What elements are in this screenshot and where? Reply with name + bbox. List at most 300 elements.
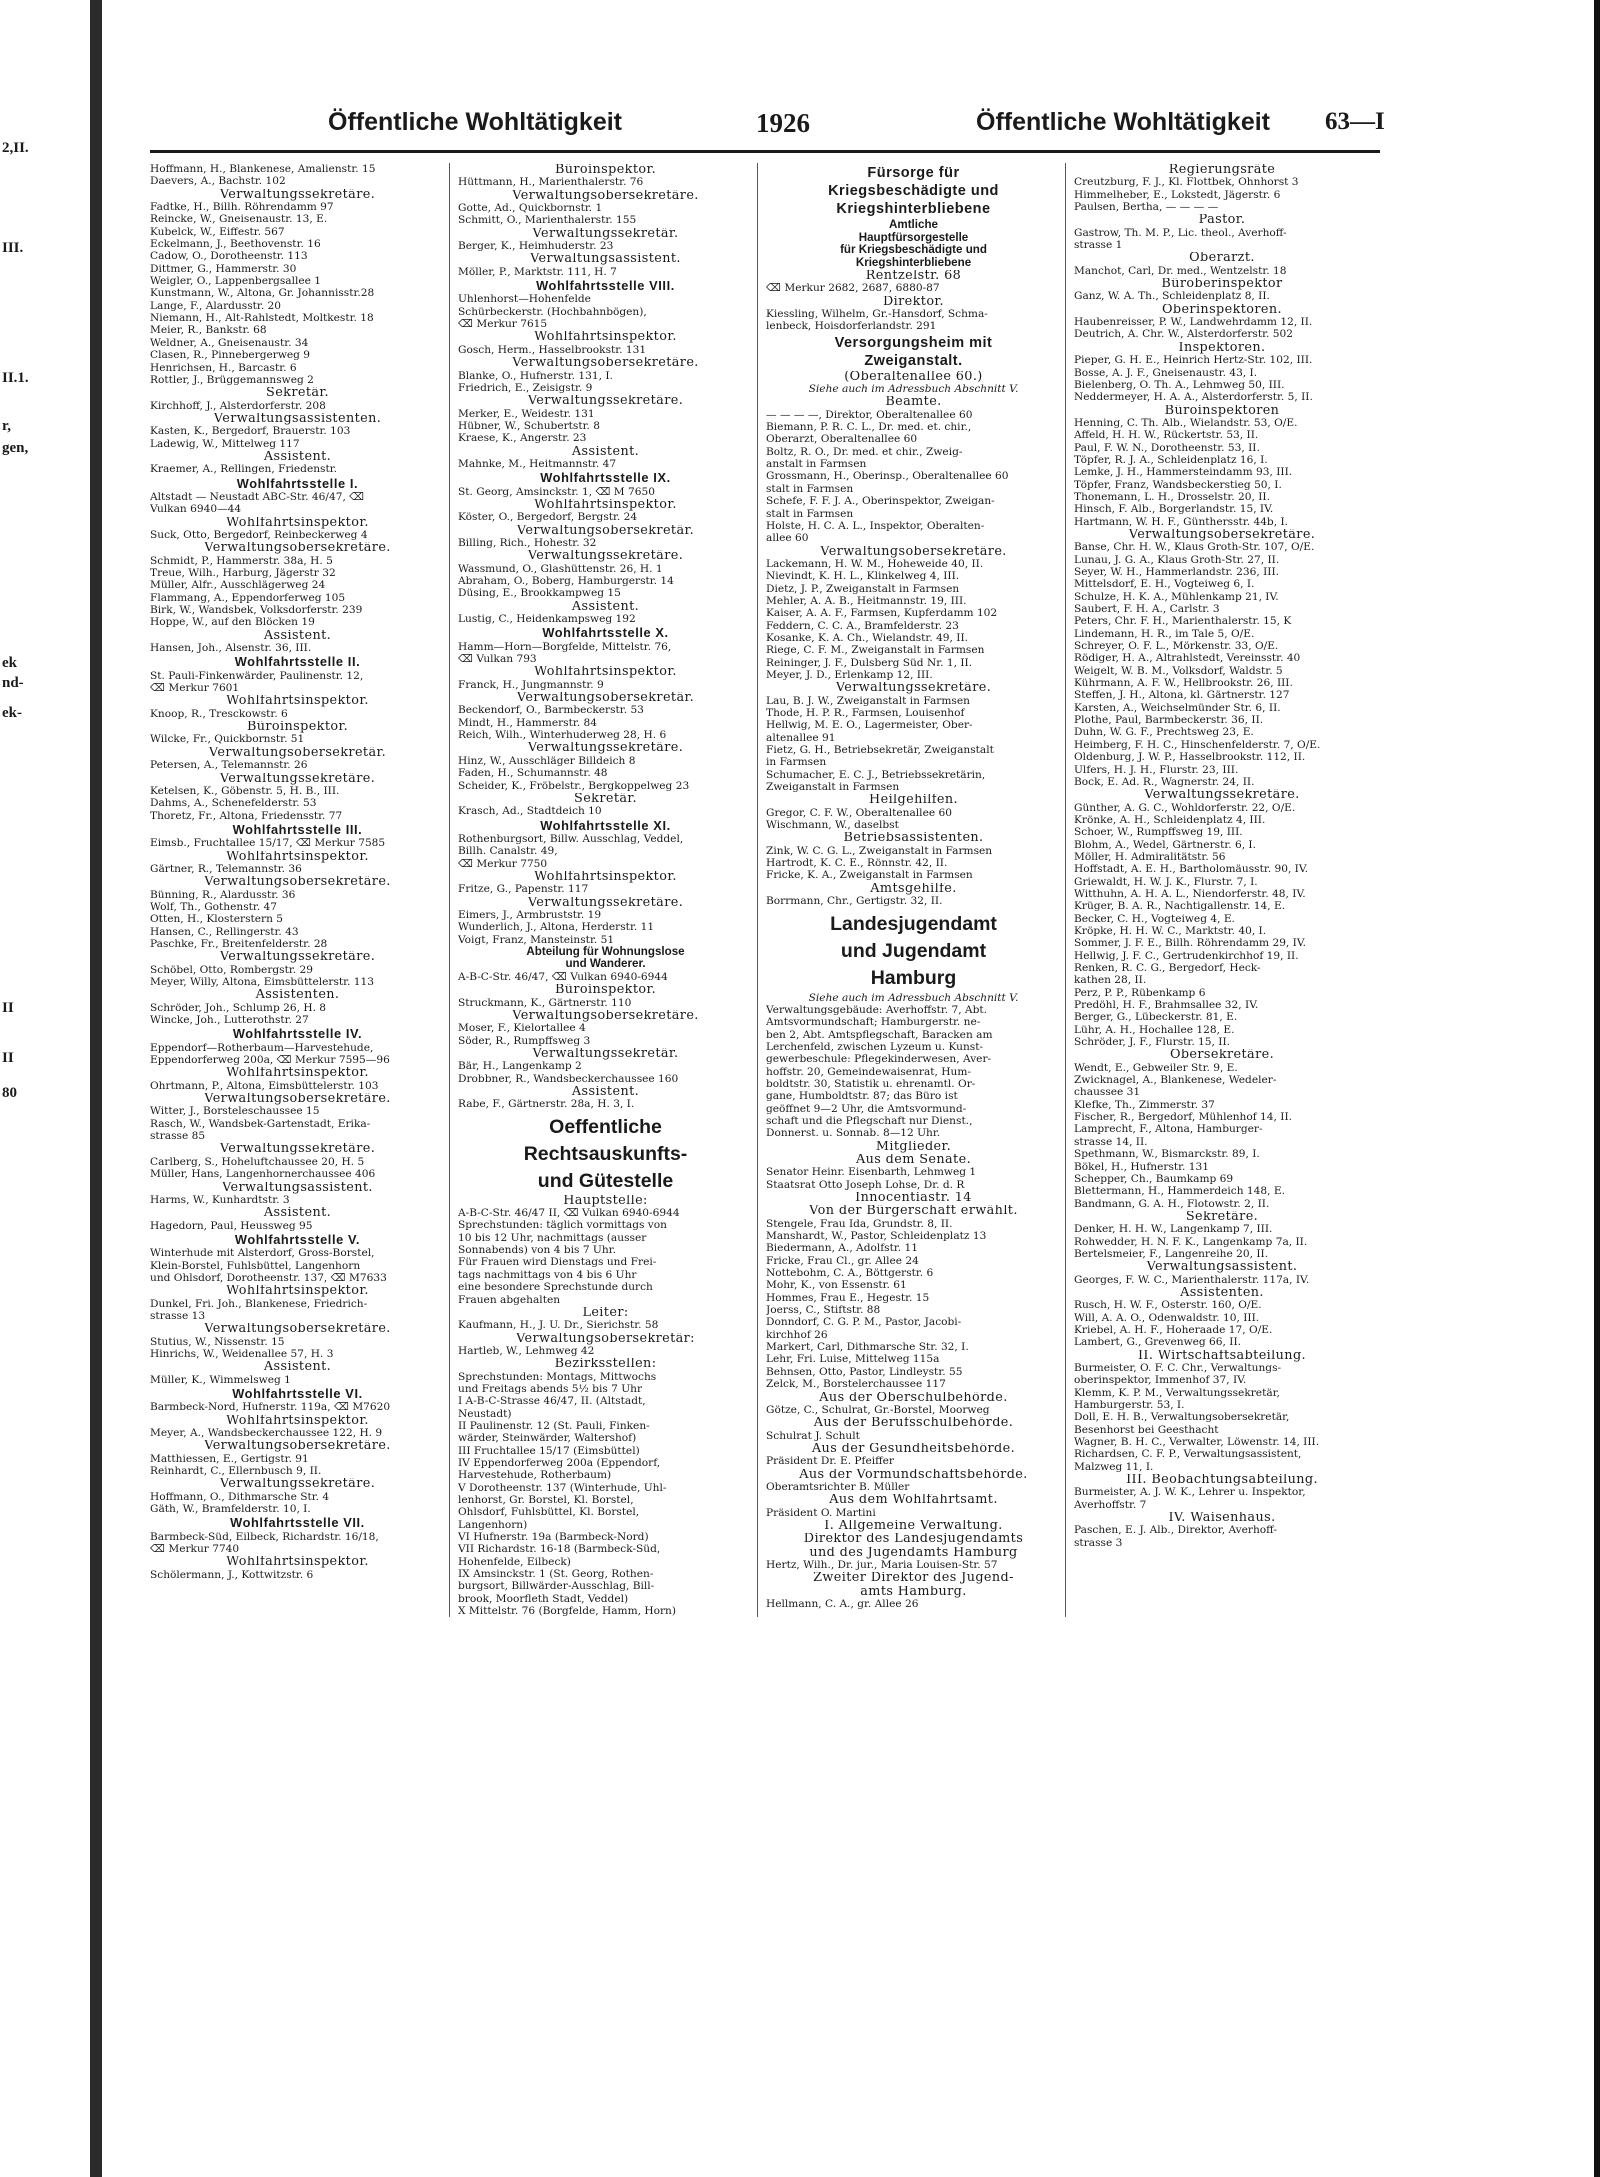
gutter-fragment: III.	[2, 240, 24, 256]
directory-entry: Grossmann, H., Oberinsp., Oberaltenallee 60	[766, 470, 1009, 483]
office-heading: Wohlfahrtsstelle II.	[234, 656, 361, 669]
directory-entry: Günther, A. G. C., Wohldorferstr. 22, O/E.	[1074, 801, 1296, 814]
rank-heading: Verwaltungsobersekretäre.	[512, 189, 699, 203]
directory-entry: kirchhof 26	[766, 1328, 828, 1341]
directory-entry: Köster, O., Bergedorf, Bergstr. 24	[458, 511, 638, 524]
directory-entry: Franck, H., Jungmannstr. 9	[458, 678, 604, 691]
column-2	[458, 163, 758, 1617]
directory-entry: Richardsen, C. F. P., Verwaltungsassistent,	[1074, 1448, 1302, 1461]
directory-entry: Vulkan 6940—44	[150, 503, 242, 516]
directory-entry: Markert, Carl, Dithmarsche Str. 32, I.	[766, 1341, 969, 1354]
directory-entry: Hellwig, J. F. C., Gertrudenkirchhof 19, II.	[1074, 949, 1299, 962]
rank-heading: Verwaltungssekretäre.	[219, 951, 376, 964]
directory-entry: Kiessling, Wilhelm, Gr.-Hansdorf, Schma-	[766, 308, 988, 321]
directory-entry: Behnsen, Otto, Pastor, Lindleystr. 55	[766, 1365, 963, 1378]
rank-heading: Büroinspektor.	[246, 721, 349, 734]
subsection-heading: Hauptfürsorgestelle	[858, 230, 969, 244]
directory-entry: Banse, Chr. H. W., Klaus Groth-Str. 107, O/E.	[1074, 541, 1315, 554]
directory-entry: IV Eppendorferweg 200a (Eppendorf,	[458, 1456, 661, 1469]
directory-entry: Schumacher, E. C. J., Betriebssekretärin,	[766, 768, 986, 781]
rank-heading: Verwaltungssekretär.	[532, 1048, 679, 1061]
header-rule	[150, 150, 1380, 153]
directory-entry: stalt in Farmsen	[766, 482, 854, 495]
directory-entry: Schmitt, O., Marienthalerstr. 155	[458, 214, 637, 227]
rank-heading: Sekretäre.	[1185, 1210, 1259, 1224]
directory-entry: Lindemann, H. R., im Tale 5, O/E.	[1074, 627, 1255, 640]
directory-entry: Bär, H., Langenkamp 2	[458, 1060, 582, 1073]
directory-entry: Ohrtmann, P., Altona, Eimsbüttelerstr. 103	[150, 1079, 379, 1092]
directory-entry: Fricke, Frau Cl., gr. Allee 24	[766, 1254, 919, 1267]
directory-entry: Bock, E. Ad. R., Wagnerstr. 24, II.	[1074, 775, 1255, 788]
directory-entry: Hertz, Wilh., Dr. jur., Maria Louisen-Str. 57	[766, 1558, 998, 1571]
directory-entry: Bandmann, G. A. H., Flotowstr. 2, II.	[1074, 1197, 1270, 1210]
directory-entry: Knoop, R., Tresckowstr. 6	[150, 707, 288, 720]
directory-entry: Predöhl, H. F., Brahmsallee 32, IV.	[1074, 999, 1259, 1012]
directory-entry: Hüttmann, H., Marienthalerstr. 76	[458, 176, 644, 189]
office-heading: Wohlfahrtsstelle V.	[234, 1233, 361, 1247]
directory-entry: Hoffstadt, A. E. H., Bartholomäusstr. 90, IV.	[1074, 863, 1309, 876]
subheading: Aus der Gesundheitsbehörde.	[811, 1442, 1016, 1456]
directory-entry: A-B-C-Str. 46/47, ⌫ Vulkan 6940-6944	[458, 970, 668, 983]
directory-entry: Lehr, Fri. Luise, Mittelweg 115a	[766, 1353, 940, 1366]
directory-entry: Mohr, K., von Essenstr. 61	[766, 1279, 907, 1292]
directory-entry: Affeld, H. H. W., Rückertstr. 53, II.	[1074, 429, 1259, 442]
rank-heading: Bezirksstellen:	[554, 1358, 657, 1371]
rank-heading: Verwaltungsassistent.	[530, 253, 681, 266]
office-heading: Wohlfahrtsstelle III.	[232, 823, 363, 837]
subheading: (Oberaltenallee 60.)	[844, 370, 983, 384]
subheading: Aus der Oberschulbehörde.	[819, 1391, 1008, 1404]
directory-entry: A-B-C-Str. 46/47 II, ⌫ Vulkan 6940-6944	[458, 1207, 680, 1220]
page-number: 63—I	[1325, 108, 1385, 135]
subsection-heading: für Kriegsbeschädigte und	[840, 243, 987, 256]
directory-entry: X Mittelstr. 76 (Borgfelde, Hamm, Horn)	[458, 1605, 677, 1618]
directory-entry: Billing, Rich., Hohestr. 32	[458, 536, 597, 549]
directory-entry: Reich, Wilh., Winterhuderweg 28, H. 6	[458, 729, 667, 742]
directory-entry: Meyer, Willy, Altona, Eimsbüttelerstr. 113	[150, 976, 374, 988]
directory-entry: Peters, Chr. F. H., Marienthalerstr. 15, K	[1074, 615, 1292, 628]
directory-entry: Ladewig, W., Mittelweg 117	[150, 437, 300, 450]
directory-entry: Für Frauen wird Dienstags und Frei-	[458, 1256, 657, 1269]
directory-entry: 10 bis 12 Uhr, nachmittags (ausser	[458, 1231, 647, 1244]
directory-entry: Reininger, J. F., Dulsberg Süd Nr. 1, II.	[766, 656, 973, 669]
office-heading: Wohlfahrtsstelle XI.	[540, 819, 671, 832]
rank-heading: Büroinspektor.	[554, 984, 657, 997]
directory-entry: Dietz, J. P., Zweiganstalt in Farmsen	[766, 582, 960, 595]
section-title: und Jugendamt	[840, 939, 987, 962]
directory-entry: und Freitags abends 5½ bis 7 Uhr	[458, 1382, 643, 1395]
directory-entry: Biemann, P. R. C. L., Dr. med. et. chir.,	[766, 421, 972, 434]
rank-heading: Wohlfahrtsinspektor.	[534, 498, 677, 512]
directory-entry: Müller, Alfr., Ausschlägerweg 24	[150, 579, 326, 592]
directory-entry: Bökel, H., Hufnerstr. 131	[1074, 1160, 1210, 1173]
directory-entry: Winterhude mit Alsterdorf, Gross-Borstel,	[150, 1247, 375, 1260]
rank-heading: IV. Waisenhaus.	[1168, 1512, 1276, 1525]
directory-entry: Duhn, W. G. F., Prechtsweg 23, E.	[1074, 726, 1254, 739]
office-heading: Wohlfahrtsstelle IX.	[540, 472, 671, 485]
directory-entry: Altstadt — Neustadt ABC-Str. 46/47, ⌫	[150, 490, 365, 503]
section-title: Fürsorge für	[867, 165, 960, 181]
directory-entry: Senator Heinr. Eisenbarth, Lehmweg 1	[766, 1166, 977, 1179]
directory-entry: Frauen abgehalten	[458, 1293, 561, 1306]
directory-entry: gewerbeschule: Pflegekinderwesen, Aver-	[766, 1053, 992, 1066]
directory-entry: Kasten, K., Bergedorf, Brauerstr. 103	[150, 425, 351, 438]
rank-heading: Heilgehilfen.	[869, 794, 958, 807]
directory-entry: Heimberg, F. H. C., Hinschenfelderstr. 7, O/E.	[1074, 738, 1321, 751]
subheading: Rentzelstr. 68	[865, 270, 962, 283]
directory-entry: Schepper, Ch., Baumkamp 69	[1074, 1172, 1234, 1185]
directory-entry: Petersen, A., Telemannstr. 26	[150, 759, 308, 772]
rank-heading: Assistent.	[571, 445, 640, 458]
directory-entry: ⌫ Merkur 7750	[458, 857, 548, 870]
directory-entry: Krönke, A. H., Schleidenplatz 4, III.	[1074, 813, 1266, 826]
directory-entry: Meyer, J. D., Erlenkamp 12, III.	[766, 668, 933, 681]
gutter-fragment: II	[2, 1050, 14, 1066]
directory-entry: strasse 3	[1074, 1536, 1123, 1549]
directory-entry: Bielenberg, O. Th. A., Lehmweg 50, III.	[1074, 378, 1285, 391]
directory-entry: Weigelt, W. B. M., Volksdorf, Waldstr. 5	[1074, 664, 1283, 677]
directory-entry: Clasen, R., Pinnebergerweg 9	[150, 349, 311, 362]
directory-entry: Averhoffstr. 7	[1074, 1498, 1147, 1511]
directory-entry: Steffen, J. H., Altona, kl. Gärtnerstr. 127	[1074, 689, 1290, 702]
directory-entry: Hinrichs, W., Weidenallee 57, H. 3	[150, 1347, 334, 1360]
rank-heading: Wohlfahrtsinspektor.	[226, 1414, 369, 1428]
directory-entry: Stengele, Frau Ida, Grundstr. 8, II.	[766, 1217, 953, 1230]
directory-entry: Besenhorst bei Geesthacht	[1074, 1423, 1219, 1436]
directory-entry: Rabe, F., Gärtnerstr. 28a, H. 3, I.	[458, 1098, 635, 1111]
directory-entry: Feddern, C. C. A., Bramfelderstr. 23	[766, 619, 959, 632]
directory-entry: Kosanke, K. A. Ch., Wielandstr. 49, II.	[766, 631, 969, 644]
section-title: Landesjugendamt	[830, 912, 997, 935]
subsection-heading: Kriegshinterbliebene	[855, 255, 972, 269]
rank-heading: Mitglieder.	[875, 1140, 952, 1153]
rank-heading: Verwaltungssekretäre.	[527, 742, 684, 755]
directory-entry: ⌫ Merkur 7615	[458, 318, 548, 331]
rank-heading: Assistenten.	[255, 989, 340, 1002]
directory-entry: Borrmann, Chr., Gertigstr. 32, II.	[766, 895, 943, 908]
directory-entry: stalt in Farmsen	[766, 507, 854, 520]
directory-entry: Schmidt, P., Hammerstr. 38a, H. 5	[150, 554, 333, 567]
directory-entry: Dahms, A., Schenefelderstr. 53	[150, 797, 317, 810]
directory-entry: Dunkel, Fri. Joh., Blankenese, Friedrich-	[150, 1297, 368, 1310]
directory-entry: Kaufmann, H., J. U. Dr., Sierichstr. 58	[458, 1319, 659, 1332]
directory-entry: Möller, P., Marktstr. 111, H. 7	[458, 265, 617, 278]
directory-entry: Mahnke, M., Heitmannstr. 47	[458, 457, 617, 470]
directory-entry: oberinspektor, Immenhof 37, IV.	[1074, 1374, 1247, 1387]
directory-entry: Lemke, J. H., Hammersteindamm 93, III.	[1074, 466, 1293, 479]
directory-entry: lenhorst, Gr. Borstel, Kl. Borstel,	[458, 1494, 634, 1506]
directory-entry: Möller, H. Admiralitätstr. 56	[1074, 850, 1226, 863]
gutter-fragment: gen,	[2, 440, 29, 456]
directory-entry: Matthiessen, E., Gertigstr. 91	[150, 1452, 309, 1465]
directory-entry: Lunau, J. G. A., Klaus Groth-Str. 27, II.	[1074, 553, 1280, 566]
directory-entry: ben 2, Abt. Amtspflegschaft, Baracken am	[766, 1028, 993, 1041]
rank-heading: Wohlfahrtsinspektor.	[534, 870, 677, 884]
directory-entry: Sprechstunden: täglich vormittags von	[458, 1219, 667, 1232]
directory-entry: Kührmann, A. F. W., Hellbrookstr. 26, III.	[1074, 677, 1293, 690]
rank-heading: Assistent.	[263, 450, 332, 464]
directory-entry: Klemm, K. P. M., Verwaltungssekretär,	[1074, 1386, 1280, 1399]
directory-entry: Lackemann, H. W. M., Hoheweide 40, II.	[766, 557, 984, 570]
gutter-fragment: nd-	[2, 675, 24, 691]
directory-entry: Müller, K., Wimmelsweg 1	[150, 1373, 291, 1386]
cross-reference-note: Siehe auch im Adressbuch Abschnitt V.	[808, 383, 1019, 396]
directory-entry: Kraese, K., Angerstr. 23	[458, 432, 587, 445]
rank-heading: Verwaltungssekretäre.	[527, 395, 684, 408]
directory-entry: Schröder, Joh., Schlump 26, H. 8	[150, 1001, 327, 1014]
office-heading: Wohlfahrtsstelle VIII.	[536, 280, 675, 293]
directory-entry: Neddermeyer, H. A. A., Alsterdorferstr. 5, II.	[1074, 391, 1313, 404]
section-title: Rechtsauskunfts-	[523, 1142, 688, 1165]
rank-heading: amts Hamburg.	[860, 1585, 967, 1598]
rank-heading: Wohlfahrtsinspektor.	[534, 331, 677, 344]
subheading: Aus dem Senate.	[855, 1153, 972, 1167]
directory-entry: Denker, H. H. W., Langenkamp 7, III.	[1074, 1223, 1273, 1236]
previous-page-fragments	[0, 0, 88, 2177]
directory-entry: Abraham, O., Boberg, Hamburgerstr. 14	[458, 575, 674, 587]
directory-entry: brook, Moorfleth Stadt, Veddel)	[458, 1592, 629, 1605]
directory-entry: Lange, F., Alardusstr. 20	[150, 299, 282, 312]
subsection-heading: und Wanderer.	[565, 957, 646, 971]
directory-entry: Langenhorn)	[458, 1518, 528, 1531]
directory-entry: Hoppe, W., auf den Blöcken 19	[150, 616, 315, 629]
directory-entry: Gärtner, R., Telemannstr. 36	[150, 862, 302, 875]
directory-entry: Hamm—Horn—Borgfelde, Mittelstr. 76,	[458, 640, 672, 653]
directory-entry: Zink, W. C. G. L., Zweiganstalt in Farmsen	[766, 844, 993, 857]
directory-entry: Blohm, A., Wedel, Gärtnerstr. 6, I.	[1074, 838, 1256, 851]
directory-entry: Rödiger, H. A., Altrahlstedt, Vereinsstr. 40	[1074, 652, 1301, 665]
directory-entry: Verwaltungsgebäude: Averhoffstr. 7, Abt.	[766, 1003, 987, 1016]
rank-heading: Wohlfahrtsinspektor.	[226, 695, 369, 708]
directory-entry: Wunderlich, J., Altona, Herderstr. 11	[458, 921, 655, 934]
rank-heading: Sekretär.	[266, 387, 329, 400]
rank-heading: Verwaltungsobersekretär.	[516, 524, 695, 537]
directory-entry: Haubenreisser, P. W., Landwehrdamm 12, II.	[1074, 316, 1313, 329]
office-heading: Wohlfahrtsstelle VII.	[230, 1517, 365, 1530]
directory-entry: Lau, B. J. W., Zweiganstalt in Farmsen	[766, 694, 970, 707]
subheading: Von der Bürgerschaft erwählt.	[809, 1205, 1018, 1218]
directory-entry: Schöbel, Otto, Rombergstr. 29	[150, 963, 313, 976]
directory-entry: Henning, C. Th. Alb., Wielandstr. 53, O/E.	[1074, 416, 1298, 429]
rank-heading: Verwaltungsobersekretäre.	[204, 1093, 391, 1106]
rank-heading: Verwaltungsobersekretäre.	[204, 876, 391, 889]
directory-entry: Krasch, Ad., Stadtdeich 10	[458, 805, 602, 818]
directory-entry: Beckendorf, O., Barmbeckerstr. 53	[458, 704, 644, 717]
directory-entry: Wolf, Th., Gothenstr. 47	[150, 900, 278, 913]
directory-entry: Harms, W., Kunhardtstr. 3	[150, 1193, 290, 1206]
directory-entry: Cadow, O., Dorotheenstr. 113	[150, 250, 308, 263]
directory-entry: boldtstr. 30, Statistik u. ehrenamtl. Or-	[766, 1077, 976, 1090]
directory-entry: Hommes, Frau E., Hegestr. 15	[766, 1291, 930, 1304]
directory-entry: Reinhardt, C., Ellernbusch 9, II.	[150, 1465, 322, 1478]
directory-entry: Malzweg 11, I.	[1074, 1460, 1154, 1473]
section-title: Versorgungsheim mit	[834, 334, 993, 351]
rank-heading: Wohlfahrtsinspektor.	[226, 1556, 369, 1569]
directory-entry: Meier, R., Bankstr. 68	[150, 324, 267, 337]
directory-entry: geöffnet 9—2 Uhr, die Amtsvormund-	[766, 1102, 967, 1115]
subheading: Aus der Vormundschaftsbehörde.	[799, 1468, 1028, 1481]
directory-entry: Fritze, G., Papenstr. 117	[458, 883, 589, 896]
rank-heading: Oberinspektoren.	[1161, 303, 1283, 317]
directory-entry: Boltz, R. O., Dr. med. et chir., Zweig-	[766, 445, 963, 458]
directory-entry: Schürbeckerstr. (Hochbahnbögen),	[458, 305, 647, 318]
directory-entry: Becker, C. H., Vogteiweg 4, E.	[1074, 912, 1235, 925]
directory-entry: wärder, Steinwärder, Waltershof)	[458, 1432, 637, 1445]
directory-entry: Joerss, C., Stiftstr. 88	[766, 1304, 881, 1317]
directory-entry: V Dorotheenstr. 137 (Winterhude, Uhl-	[458, 1481, 667, 1494]
directory-entry: Biedermann, A., Adolfstr. 11	[766, 1242, 918, 1255]
rank-heading: Obersekretäre.	[1169, 1049, 1275, 1062]
directory-entry: Creutzburg, F. J., Kl. Flottbek, Ohnhorst 3	[1074, 176, 1299, 189]
directory-entry: Lühr, A. H., Hochallee 128, E.	[1074, 1023, 1235, 1036]
directory-entry: Donndorf, C. G. P. M., Pastor, Jacobi-	[766, 1316, 962, 1329]
rank-heading: Assistent.	[571, 1086, 640, 1099]
directory-entry: Gäth, W., Bramfelderstr. 10, I.	[150, 1503, 311, 1516]
rank-heading: Verwaltungssekretäre.	[219, 188, 376, 202]
rank-heading: Amtsgehilfe.	[870, 882, 957, 896]
directory-entry: Billh. Canalstr. 49,	[458, 845, 558, 858]
directory-entry: Lustig, C., Heidenkampsweg 192	[458, 613, 636, 626]
rank-heading: Hauptstelle:	[563, 1194, 648, 1208]
subheading: Aus dem Wohlfahrtsamt.	[829, 1494, 998, 1507]
directory-entry: I A-B-C-Strasse 46/47, II. (Altstadt,	[458, 1395, 646, 1408]
directory-entry: chaussee 31	[1074, 1086, 1141, 1099]
directory-entry: Struckmann, K., Gärtnerstr. 110	[458, 996, 632, 1009]
directory-entry: III Fruchtallee 15/17 (Eimsbüttel)	[458, 1444, 640, 1457]
rank-heading: Verwaltungsobersekretär.	[516, 692, 695, 705]
rank-heading: Wohlfahrtsinspektor.	[226, 516, 369, 529]
directory-entry: Wendt, E., Gebweiler Str. 9, E.	[1074, 1061, 1238, 1074]
rank-heading: Verwaltungsobersekretär:	[516, 1332, 695, 1345]
directory-entry: Hoffmann, O., Dithmarsche Str. 4	[150, 1490, 330, 1503]
directory-entry: Hartmann, W. H. F., Günthersstr. 44b, I.	[1074, 515, 1288, 528]
directory-entry: Mindt, H., Hammerstr. 84	[458, 716, 597, 729]
page-binding-shadow	[90, 0, 102, 2177]
directory-entry: Staatsrat Otto Joseph Lohse, Dr. d. R	[766, 1178, 965, 1191]
directory-entry: Rusch, H. W. F., Osterstr. 160, O/E.	[1074, 1299, 1262, 1312]
rank-heading: Pastor.	[1198, 214, 1246, 227]
section-title: Zweiganstalt.	[864, 352, 963, 369]
directory-entry: Hübner, W., Schubertstr. 8	[458, 419, 600, 432]
directory-entry: Moser, F., Kielortallee 4	[458, 1022, 586, 1035]
header-left-title: Öffentliche Wohltätigkeit	[328, 108, 622, 136]
section-title: Oeffentliche	[549, 1115, 662, 1138]
office-heading: Wohlfahrtsstelle X.	[542, 627, 669, 640]
section-title: Kriegsbeschädigte und	[828, 183, 999, 199]
section-title: und Gütestelle	[537, 1169, 674, 1192]
running-header	[150, 108, 1385, 144]
directory-entry: und Ohlsdorf, Dorotheenstr. 137, ⌫ M7633	[150, 1271, 387, 1284]
directory-entry: Oberamtsrichter B. Müller	[766, 1480, 910, 1493]
directory-entry: Witthuhn, A. H. A. L., Niendorferstr. 48, IV.	[1074, 887, 1306, 900]
directory-entry: ⌫ Merkur 7601	[150, 682, 240, 695]
directory-entry: Töpfer, R. J. A., Schleidenplatz 16, I.	[1074, 453, 1268, 466]
rank-heading: Inspektoren.	[1178, 341, 1266, 355]
directory-entry: Ulfers, H. J. H., Flurstr. 23, III.	[1074, 763, 1239, 776]
directory-entry: Gotte, Ad., Quickbornstr. 1	[458, 202, 603, 215]
office-heading: Wohlfahrtsstelle IV.	[232, 1028, 363, 1041]
directory-entry: Riege, C. F. M., Zweiganstalt in Farmsen	[766, 644, 985, 657]
rank-heading: Verwaltungsassistenten.	[213, 412, 382, 426]
directory-entry: burgsort, Billwärder-Ausschlag, Bill-	[458, 1580, 655, 1593]
directory-entry: Barmbeck-Nord, Hufnerstr. 119a, ⌫ M7620	[150, 1401, 391, 1414]
directory-entry: Eppendorferweg 200a, ⌫ Merkur 7595—96	[150, 1054, 390, 1067]
directory-entry: Saubert, F. H. A., Carlstr. 3	[1074, 603, 1220, 616]
directory-entry: Fadtke, H., Billh. Röhrendamm 97	[150, 201, 334, 214]
gutter-fragment: ek	[2, 655, 17, 671]
rank-heading: Verwaltungsassistent.	[222, 1181, 373, 1194]
directory-entry: Sonnabends) von 4 bis 7 Uhr.	[458, 1244, 616, 1257]
header-year: 1926	[756, 108, 810, 138]
directory-entry: Henrichsen, H., Barcastr. 6	[150, 361, 297, 374]
directory-entry: Kröpke, H. H. W. C., Marktstr. 40, I.	[1074, 924, 1267, 937]
gutter-fragment: II	[2, 1000, 14, 1016]
directory-entry: Merker, E., Weidestr. 131	[458, 407, 595, 420]
directory-entry: II Paulinenstr. 12 (St. Pauli, Finken-	[458, 1419, 650, 1432]
directory-entry: Hohenfelde, Eilbeck)	[458, 1555, 571, 1568]
directory-entry: Wischmann, W., daselbst	[766, 819, 899, 832]
rank-heading: Assistent.	[263, 629, 332, 643]
directory-entry: Carlberg, S., Hoheluftchaussee 20, H. 5	[150, 1155, 365, 1168]
rank-heading: Verwaltungssekretäre.	[219, 1478, 376, 1491]
directory-entry: Hamburgerstr. 53, I.	[1074, 1399, 1185, 1412]
directory-page	[150, 108, 1385, 1618]
directory-entry: Schefe, F. F. J. A., Oberinspektor, Zweigan-	[766, 495, 995, 508]
directory-entry: Wagner, B. H. C., Verwalter, Löwenstr. 14, III.	[1074, 1436, 1320, 1449]
directory-entry: St. Pauli-Finkenwärder, Paulinenstr. 12,	[150, 669, 364, 682]
directory-entry: Wassmund, O., Glashüttenstr. 26, H. 1	[458, 562, 663, 575]
directory-entry: Faden, H., Schumannstr. 48	[458, 767, 608, 780]
directory-entry: Himmelheber, E., Lokstedt, Jägerstr. 6	[1074, 188, 1281, 201]
directory-entry: Kunstmann, W., Altona, Gr. Johannisstr.28	[150, 287, 375, 300]
directory-entry: Schreyer, O. F. L., Mörkenstr. 33, O/E.	[1074, 640, 1279, 653]
directory-entry: Nottebohm, C. A., Böttgerstr. 6	[766, 1267, 934, 1280]
rank-heading: Verwaltungssekretäre.	[1144, 789, 1300, 802]
rank-heading: Büroinspektor.	[554, 164, 657, 177]
directory-entry: Schoer, W., Rumpffsweg 19, III.	[1074, 826, 1243, 839]
rank-heading: Leiter:	[582, 1306, 629, 1320]
directory-entry: Spethmann, W., Bismarckstr. 89, I.	[1074, 1148, 1260, 1161]
directory-entry: Hoffmann, H., Blankenese, Amalienstr. 15	[150, 163, 376, 175]
rank-heading: Verwaltungssekretäre.	[527, 550, 684, 563]
rank-heading: Wohlfahrtsinspektor.	[534, 666, 677, 679]
gutter-fragment: 2,II.	[2, 140, 29, 156]
rank-heading: II. Wirtschaftsabteilung.	[1137, 1349, 1307, 1362]
directory-entry: Flammang, A., Eppendorferweg 105	[150, 591, 346, 604]
directory-entry: Neustadt)	[458, 1407, 512, 1420]
directory-entry: Klefke, Th., Zimmerstr. 37	[1074, 1098, 1215, 1111]
directory-entry: Eimsb., Fruchtallee 15/17, ⌫ Merkur 7585	[150, 837, 386, 850]
directory-entry: Rottler, J., Brüggemannsweg 2	[150, 373, 314, 386]
directory-entry: Eppendorf—Rotherbaum—Harvestehude,	[150, 1041, 374, 1054]
directory-entry: Meyer, A., Wandsbeckerchaussee 122, H. 9	[150, 1427, 383, 1440]
gutter-fragment: 80	[2, 1085, 17, 1101]
rank-heading: Direktor des Landesjugendamts	[803, 1533, 1024, 1546]
directory-entry: strasse 85	[150, 1130, 206, 1143]
directory-entry: Karsten, A., Weichselmünder Str. 6, II.	[1074, 701, 1281, 714]
rank-heading: Regierungsräte	[1168, 164, 1276, 177]
directory-entry: Daevers, A., Bachstr. 102	[150, 175, 286, 188]
directory-entry: Präsident O. Martini	[766, 1506, 876, 1519]
directory-entry: Hagedorn, Paul, Heussweg 95	[150, 1219, 313, 1232]
column-4	[1074, 163, 1374, 1617]
directory-entry: Amtsvormundschaft; Hamburgerstr. ne-	[766, 1016, 981, 1029]
rank-heading: Verwaltungsobersekretäre.	[512, 357, 699, 370]
directory-entry: Pieper, G. H. E., Heinrich Hertz-Str. 102, III.	[1074, 354, 1313, 367]
column-1	[150, 163, 450, 1617]
directory-entry: anstalt in Farmsen	[766, 458, 867, 471]
directory-entry: Sprechstunden: Montags, Mittwochs	[458, 1370, 657, 1383]
